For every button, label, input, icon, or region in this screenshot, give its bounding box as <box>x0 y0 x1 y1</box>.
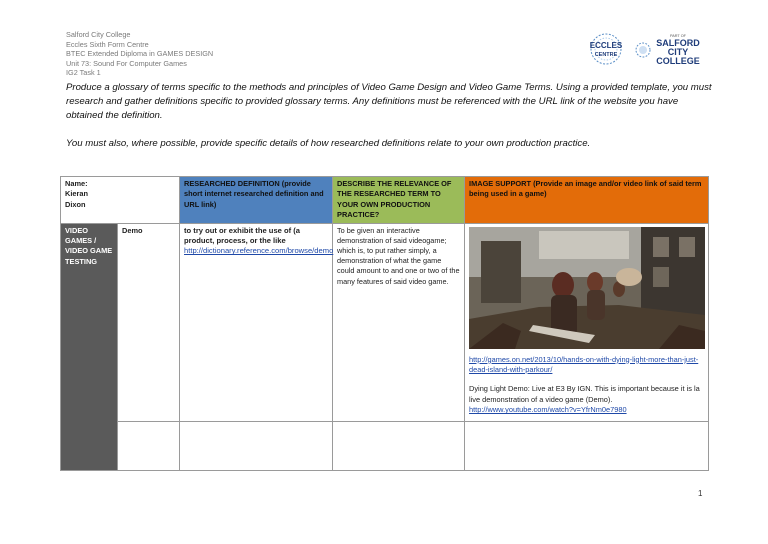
college-logos <box>582 31 704 67</box>
subterm-demo: Demo <box>118 223 180 421</box>
header-course: BTEC Extended Diploma in GAMES DESIGN <box>66 49 214 59</box>
table-header-row <box>61 177 709 224</box>
definition-cell <box>180 223 333 421</box>
empty-subterm-cell <box>118 421 180 470</box>
video-link[interactable]: http://www.youtube.com/watch?v=YfrNm0e7980 <box>469 405 627 415</box>
header-college: Salford City College <box>66 30 131 39</box>
eccles-logo-top: ECCLES <box>589 41 623 50</box>
relevance-text: To be given an interactive demonstration of said videogame; which is, to put rather simply, a demonstration of what the game could amount to and one or two of the many features of said video game. <box>333 223 465 421</box>
glossary-table <box>60 176 709 471</box>
name-cell <box>61 177 180 224</box>
salford-city-college-logo <box>634 31 704 67</box>
eccles-logo-bottom: CENTRE <box>594 52 618 58</box>
task-instructions <box>66 81 716 151</box>
image-note: Dying Light Demo: Live at E3 By IGN. This is important because it is la live demonstration of a video game (Demo). <box>469 384 700 404</box>
instructions-paragraph-1: Produce a glossary of terms specific to the methods and principles of Video Game Design and Video Game Terms. Using a provided template, you must research and gather definitions specific to provided glossary terms. Any definitions must be referenced with the URL link of the website you have obtained the definition. <box>66 82 712 122</box>
name-first: Kieran <box>65 189 89 199</box>
salford-logo-line1: SALFORD <box>656 38 700 48</box>
empty-relevance-cell <box>333 421 465 470</box>
salford-logo-line2: CITY <box>667 47 689 57</box>
researched-definition-header: RESEARCHED DEFINITION (provide short internet researched definition and URL link) <box>180 177 333 224</box>
empty-image-cell <box>465 421 709 470</box>
table-row <box>61 223 709 421</box>
instructions-paragraph-2: You must also, where possible, provide specific details of how researched definitions relate to your own production practice. <box>66 137 591 149</box>
salford-logo-small: PART OF <box>669 34 687 38</box>
header-unit: Unit 73: Sound For Computer Games <box>66 58 187 68</box>
image-support-header: IMAGE SUPPORT (Provide an image and/or video link of said term being used in a game) <box>465 177 709 224</box>
game-screenshot-image <box>469 227 705 349</box>
salford-logo-line3: COLLEGE <box>656 56 700 66</box>
empty-definition-cell <box>180 421 333 470</box>
image-source-link[interactable]: http://games.on.net/2013/10/hands-on-with-dying-light-more-than-just-dead-island-with-parkour/ <box>469 354 699 375</box>
eccles-centre-logo <box>582 31 630 67</box>
header-task: IG2 Task 1 <box>66 68 101 78</box>
document-header <box>66 30 213 78</box>
name-label: Name: <box>65 179 88 188</box>
page-number: 1 <box>698 489 703 498</box>
relevance-header: DESCRIBE THE RELEVANCE OF THE RESEARCHED TERM TO YOUR OWN PRODUCTION PRACTICE? <box>333 177 465 224</box>
image-support-cell <box>465 223 709 421</box>
definition-link[interactable]: http://dictionary.reference.com/browse/demo <box>184 246 334 256</box>
header-centre: Eccles Sixth Form Centre <box>66 39 149 49</box>
glossary-term: VIDEO GAMES / VIDEO GAME TESTING <box>61 223 118 470</box>
definition-text: to try out or exhibit the use of (a product, process, or the like <box>184 225 301 246</box>
table-row-empty <box>61 421 709 470</box>
name-last: Dixon <box>65 199 86 209</box>
